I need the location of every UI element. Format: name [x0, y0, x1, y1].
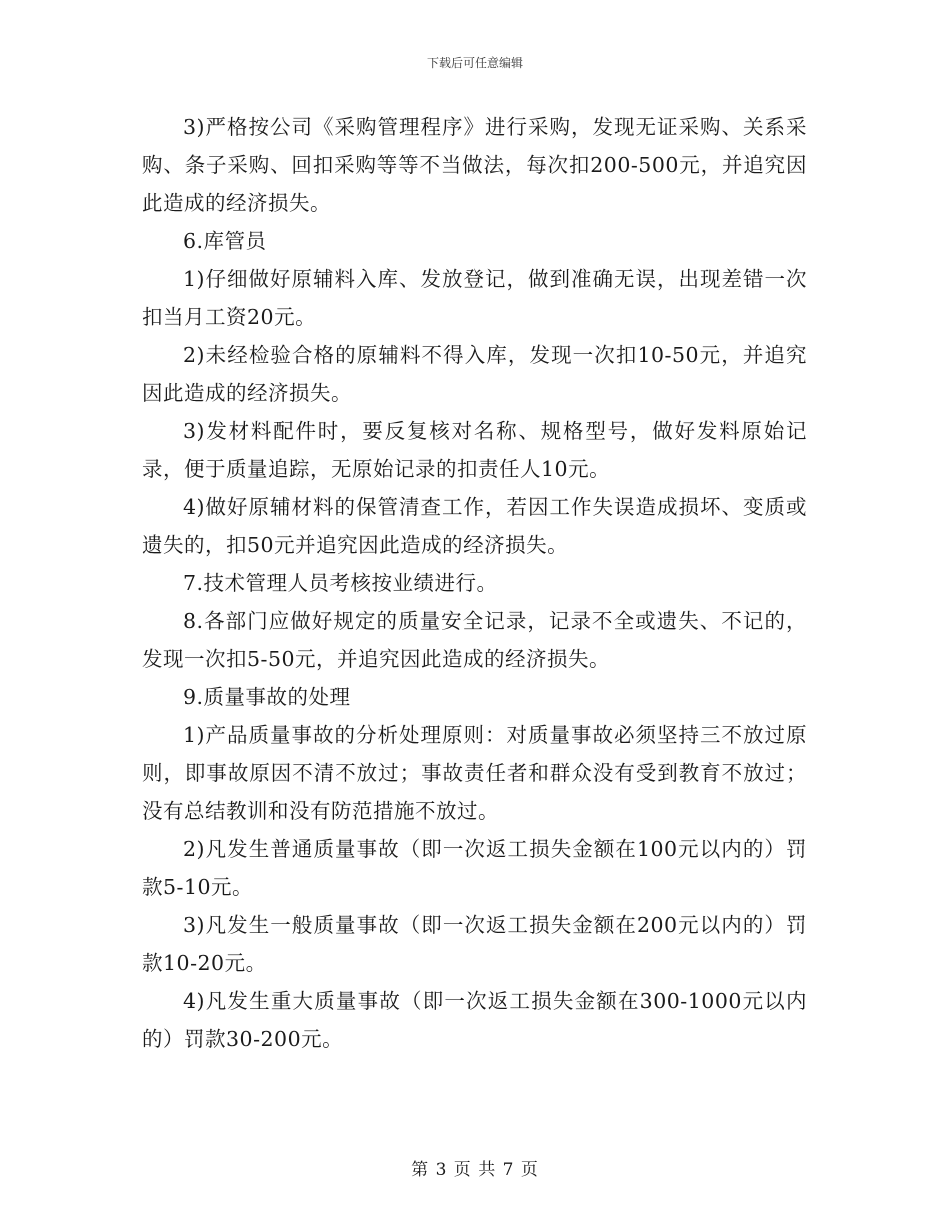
document-body: [142, 108, 807, 1058]
section-heading: 8.各部门应做好规定的质量安全记录，记录不全或遗失、不记的，发现一次扣5-50元，并追究因此造成的经济损失。: [142, 609, 807, 671]
paragraph: 1)产品质量事故的分析处理原则：对质量事故必须坚持三不放过原则，即事故原因不清不放过；事故责任者和群众没有受到教育不放过；没有总结教训和没有防范措施不放过。: [142, 723, 807, 823]
page-number: 第 3 页 共 7 页: [411, 1160, 539, 1180]
paragraph: 4)做好原辅材料的保管清查工作，若因工作失误造成损坏、变质或遗失的，扣50元并追究因此造成的经济损失。: [142, 495, 807, 557]
page-header: 下载后可任意编辑: [426, 56, 523, 70]
section-heading: 7.技术管理人员考核按业绩进行。: [183, 571, 498, 595]
paragraph: 3)凡发生一般质量事故（即一次返工损失金额在200元以内的）罚款10-20元。: [142, 913, 807, 975]
paragraph: 1)仔细做好原辅料入库、发放登记，做到准确无误，出现差错一次扣当月工资20元。: [142, 267, 807, 329]
paragraph: 3)严格按公司《采购管理程序》进行采购，发现无证采购、关系采购、条子采购、回扣采购等等不当做法，每次扣200-500元，并追究因此造成的经济损失。: [142, 115, 807, 215]
paragraph: 3)发材料配件时，要反复核对名称、规格型号，做好发料原始记录，便于质量追踪，无原始记录的扣责任人10元。: [142, 419, 807, 481]
section-heading: 9.质量事故的处理: [183, 685, 351, 709]
paragraph: 2)凡发生普通质量事故（即一次返工损失金额在100元以内的）罚款5-10元。: [142, 837, 807, 899]
section-heading: 6.库管员: [183, 229, 267, 253]
paragraph: 4)凡发生重大质量事故（即一次返工损失金额在300-1000元以内的）罚款30-200元。: [142, 989, 807, 1051]
paragraph: 2)未经检验合格的原辅料不得入库，发现一次扣10-50元，并追究因此造成的经济损失。: [142, 343, 807, 405]
